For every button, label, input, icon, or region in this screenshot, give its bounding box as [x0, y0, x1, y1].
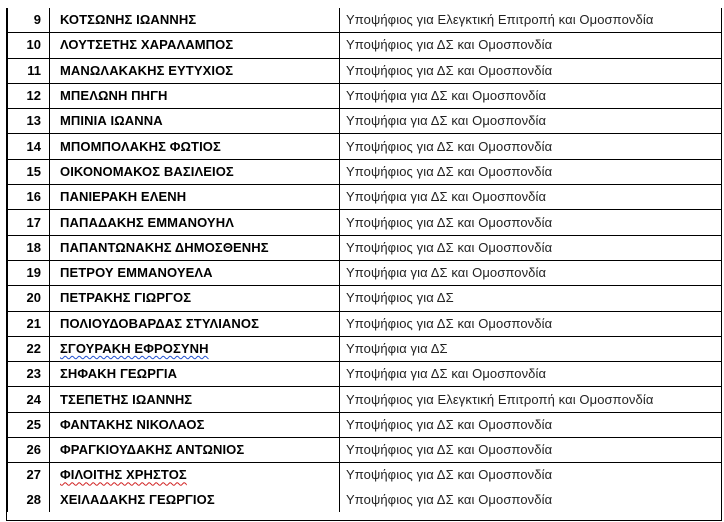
- candidate-number: 24: [8, 387, 50, 412]
- candidate-role: Υποψήφια για ΔΣ και Ομοσπονδία: [340, 83, 722, 108]
- candidate-name: ΛΟΥΤΣΕΤΗΣ ΧΑΡΑΛΑΜΠΟΣ: [50, 33, 340, 58]
- candidate-number: 13: [8, 109, 50, 134]
- candidate-name: ΠΑΠΑΔΑΚΗΣ ΕΜΜΑΝΟΥΗΛ: [50, 210, 340, 235]
- candidate-role: Υποψήφιος για ΔΣ και Ομοσπονδία: [340, 134, 722, 159]
- candidate-role: Υποψήφιος για ΔΣ και Ομοσπονδία: [340, 235, 722, 260]
- candidate-number: 17: [8, 210, 50, 235]
- candidate-role: Υποψήφιος για ΔΣ και Ομοσπονδία: [340, 159, 722, 184]
- candidate-role: Υποψήφιος για ΔΣ και Ομοσπονδία: [340, 488, 722, 512]
- table-row: [8, 109, 722, 134]
- candidate-role: Υποψήφιος για ΔΣ και Ομοσπονδία: [340, 438, 722, 463]
- candidate-table: [7, 8, 722, 512]
- candidate-number: 10: [8, 33, 50, 58]
- candidate-number: 9: [8, 8, 50, 33]
- document-page: [6, 8, 722, 521]
- candidate-number: 12: [8, 83, 50, 108]
- candidate-role: Υποψήφια για ΔΣ και Ομοσπονδία: [340, 362, 722, 387]
- table-row: [8, 362, 722, 387]
- table-row: [8, 8, 722, 33]
- candidate-role: Υποψήφια για ΔΣ και Ομοσπονδία: [340, 260, 722, 285]
- table-row: [8, 286, 722, 311]
- table-row: [8, 260, 722, 285]
- candidate-role: Υποψήφια για ΔΣ: [340, 336, 722, 361]
- candidate-name: ΠΑΝΙΕΡΑΚΗ ΕΛΕΝΗ: [50, 185, 340, 210]
- candidate-name: ΠΑΠΑΝΤΩΝΑΚΗΣ ΔΗΜΟΣΘΕΝΗΣ: [50, 235, 340, 260]
- table-row: [8, 488, 722, 512]
- candidate-name: ΟΙΚΟΝΟΜΑΚΟΣ ΒΑΣΙΛΕΙΟΣ: [50, 159, 340, 184]
- candidate-role: Υποψήφιος για ΔΣ: [340, 286, 722, 311]
- candidate-number: 28: [8, 488, 50, 512]
- table-row: [8, 311, 722, 336]
- candidate-name: ΤΣΕΠΕΤΗΣ ΙΩΑΝΝΗΣ: [50, 387, 340, 412]
- candidate-number: 26: [8, 438, 50, 463]
- table-row: [8, 438, 722, 463]
- candidate-name: ΦΡΑΓΚΙΟΥΔΑΚΗΣ ΑΝΤΩΝΙΟΣ: [50, 438, 340, 463]
- table-row: [8, 387, 722, 412]
- candidate-name: ΜΠΙΝΙΑ ΙΩΑΝΝΑ: [50, 109, 340, 134]
- candidate-number: 19: [8, 260, 50, 285]
- candidate-name: ΣΗΦΑΚΗ ΓΕΩΡΓΙΑ: [50, 362, 340, 387]
- candidate-number: 16: [8, 185, 50, 210]
- table-row: [8, 210, 722, 235]
- candidate-name: ΜΠΟΜΠΟΛΑΚΗΣ ΦΩΤΙΟΣ: [50, 134, 340, 159]
- candidate-number: 23: [8, 362, 50, 387]
- candidate-number: 21: [8, 311, 50, 336]
- candidate-role: Υποψήφιος για ΔΣ και Ομοσπονδία: [340, 463, 722, 488]
- candidate-role: Υποψήφιος για ΔΣ και Ομοσπονδία: [340, 311, 722, 336]
- candidate-role: Υποψήφιος για ΔΣ και Ομοσπονδία: [340, 210, 722, 235]
- table-row: [8, 185, 722, 210]
- table-row: [8, 463, 722, 488]
- candidate-number: 22: [8, 336, 50, 361]
- candidate-number: 14: [8, 134, 50, 159]
- candidate-role: Υποψήφιος για Ελεγκτική Επιτροπή και Ομοσπονδία: [340, 8, 722, 33]
- candidate-number: 11: [8, 58, 50, 83]
- candidate-number: 27: [8, 463, 50, 488]
- candidate-role: Υποψήφιος για ΔΣ και Ομοσπονδία: [340, 33, 722, 58]
- candidate-name: ΜΑΝΩΛΑΚΑΚΗΣ ΕΥΤΥΧΙΟΣ: [50, 58, 340, 83]
- table-row: [8, 58, 722, 83]
- candidate-name-text: ΣΓΟΥΡΑΚΗ ΕΦΡΟΣΥΝΗ: [60, 341, 209, 356]
- candidate-name: ΠΟΛΙΟΥΔΟΒΑΡΔΑΣ ΣΤΥΛΙΑΝΟΣ: [50, 311, 340, 336]
- candidate-number: 25: [8, 412, 50, 437]
- table-row: [8, 159, 722, 184]
- candidate-name: ΚΟΤΣΩΝΗΣ ΙΩΑΝΝΗΣ: [50, 8, 340, 33]
- table-row: [8, 33, 722, 58]
- candidate-role: Υποψήφια για ΔΣ και Ομοσπονδία: [340, 109, 722, 134]
- candidate-name: [50, 463, 340, 488]
- table-row: [8, 336, 722, 361]
- table-row: [8, 412, 722, 437]
- candidate-role: Υποψήφιος για ΔΣ και Ομοσπονδία: [340, 58, 722, 83]
- table-row: [8, 83, 722, 108]
- candidate-name: ΦΑΝΤΑΚΗΣ ΝΙΚΟΛΑΟΣ: [50, 412, 340, 437]
- candidate-number: 20: [8, 286, 50, 311]
- candidate-role: Υποψήφιος για Ελεγκτική Επιτροπή και Ομοσπονδία: [340, 387, 722, 412]
- candidate-name: ΜΠΕΛΩΝΗ ΠΗΓΗ: [50, 83, 340, 108]
- table-row: [8, 134, 722, 159]
- candidate-name: ΠΕΤΡΟΥ ΕΜΜΑΝΟΥΕΛΑ: [50, 260, 340, 285]
- candidate-role: Υποψήφιος για ΔΣ και Ομοσπονδία: [340, 412, 722, 437]
- candidate-name: ΧΕΙΛΑΔΑΚΗΣ ΓΕΩΡΓΙΟΣ: [50, 488, 340, 512]
- candidate-number: 15: [8, 159, 50, 184]
- candidate-name-text: ΦΙΛΟΙΤΗΣ ΧΡΗΣΤΟΣ: [60, 467, 187, 483]
- candidate-number: 18: [8, 235, 50, 260]
- candidate-role: Υποψήφια για ΔΣ και Ομοσπονδία: [340, 185, 722, 210]
- table-row: [8, 235, 722, 260]
- candidate-name: ΠΕΤΡΑΚΗΣ ΓΙΩΡΓΟΣ: [50, 286, 340, 311]
- candidate-name: [50, 336, 340, 361]
